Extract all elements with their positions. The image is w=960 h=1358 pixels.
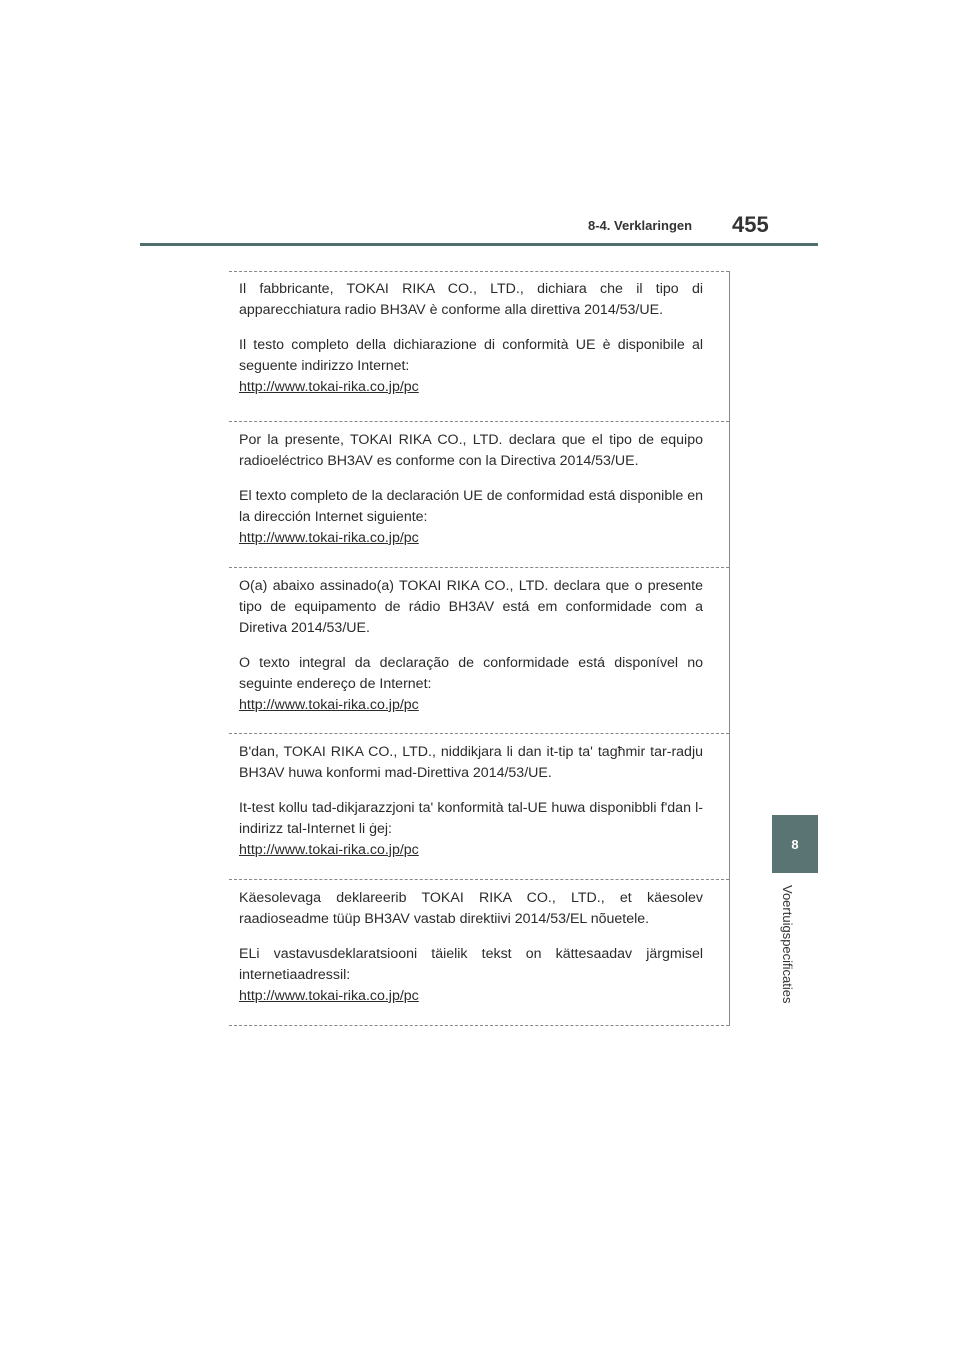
declaration-spanish	[229, 421, 729, 567]
chapter-number: 8	[791, 836, 799, 852]
declaration-estonian	[229, 879, 729, 1026]
header-divider	[140, 243, 818, 246]
declaration-portuguese	[229, 567, 729, 733]
page-number: 455	[732, 212, 769, 237]
declaration-availability: Il testo completo della dichiarazione di conformità UE è disponibile al seguente indirizzo Internet:	[239, 337, 703, 374]
declaration-availability: ELi vastavusdeklaratsiooni täielik tekst on kättesaadav järgmisel internetiaadressil:	[239, 946, 703, 983]
declaration-url-link[interactable]: http://www.tokai-rika.co.jp/pc	[239, 379, 419, 395]
declaration-url-link[interactable]: http://www.tokai-rika.co.jp/pc	[239, 988, 419, 1004]
declaration-url-link[interactable]: http://www.tokai-rika.co.jp/pc	[239, 530, 419, 546]
declaration-statement: Il fabbricante, TOKAI RIKA CO., LTD., dichiara che il tipo di apparecchiatura radio BH3AV è conforme alla direttiva 2014/53/UE.	[239, 281, 703, 318]
declaration-availability: It-test kollu tad-dikjarazzjoni ta' konformità tal-UE huwa disponibbli f'dan l-indirizz tal-Internet li ġej:	[239, 800, 703, 837]
declaration-statement: Por la presente, TOKAI RIKA CO., LTD. declara que el tipo de equipo radioeléctrico BH3AV es conforme con la Directiva 2014/53/UE.	[239, 432, 703, 469]
declaration-maltese	[229, 733, 729, 879]
declaration-availability: O texto integral da declaração de conformidade está disponível no seguinte endereço de Internet:	[239, 655, 703, 692]
declaration-statement: O(a) abaixo assinado(a) TOKAI RIKA CO., LTD. declara que o presente tipo de equipamento de rádio BH3AV está em conformidade com a Diretiva 2014/53/UE.	[239, 578, 703, 636]
declaration-url-link[interactable]: http://www.tokai-rika.co.jp/pc	[239, 697, 419, 713]
chapter-title: Voertuigspecificaties	[780, 885, 795, 1004]
declaration-statement: Käesolevaga deklareerib TOKAI RIKA CO., LTD., et käesolev raadioseadme tüüp BH3AV vastab direktiivi 2014/53/EL nõuetele.	[239, 890, 703, 927]
declaration-statement: B'dan, TOKAI RIKA CO., LTD., niddikjara li dan it-tip ta' tagħmir tar-radju BH3AV huwa konformi mad-Direttiva 2014/53/UE.	[239, 744, 703, 781]
declaration-availability: El texto completo de la declaración UE de conformidad está disponible en la dirección Internet siguiente:	[239, 488, 703, 525]
declaration-url-link[interactable]: http://www.tokai-rika.co.jp/pc	[239, 842, 419, 858]
declarations-box	[229, 271, 730, 1026]
declaration-italian	[229, 271, 729, 421]
section-title: 8-4. Verklaringen	[588, 218, 693, 233]
chapter-tab[interactable]	[772, 815, 818, 873]
